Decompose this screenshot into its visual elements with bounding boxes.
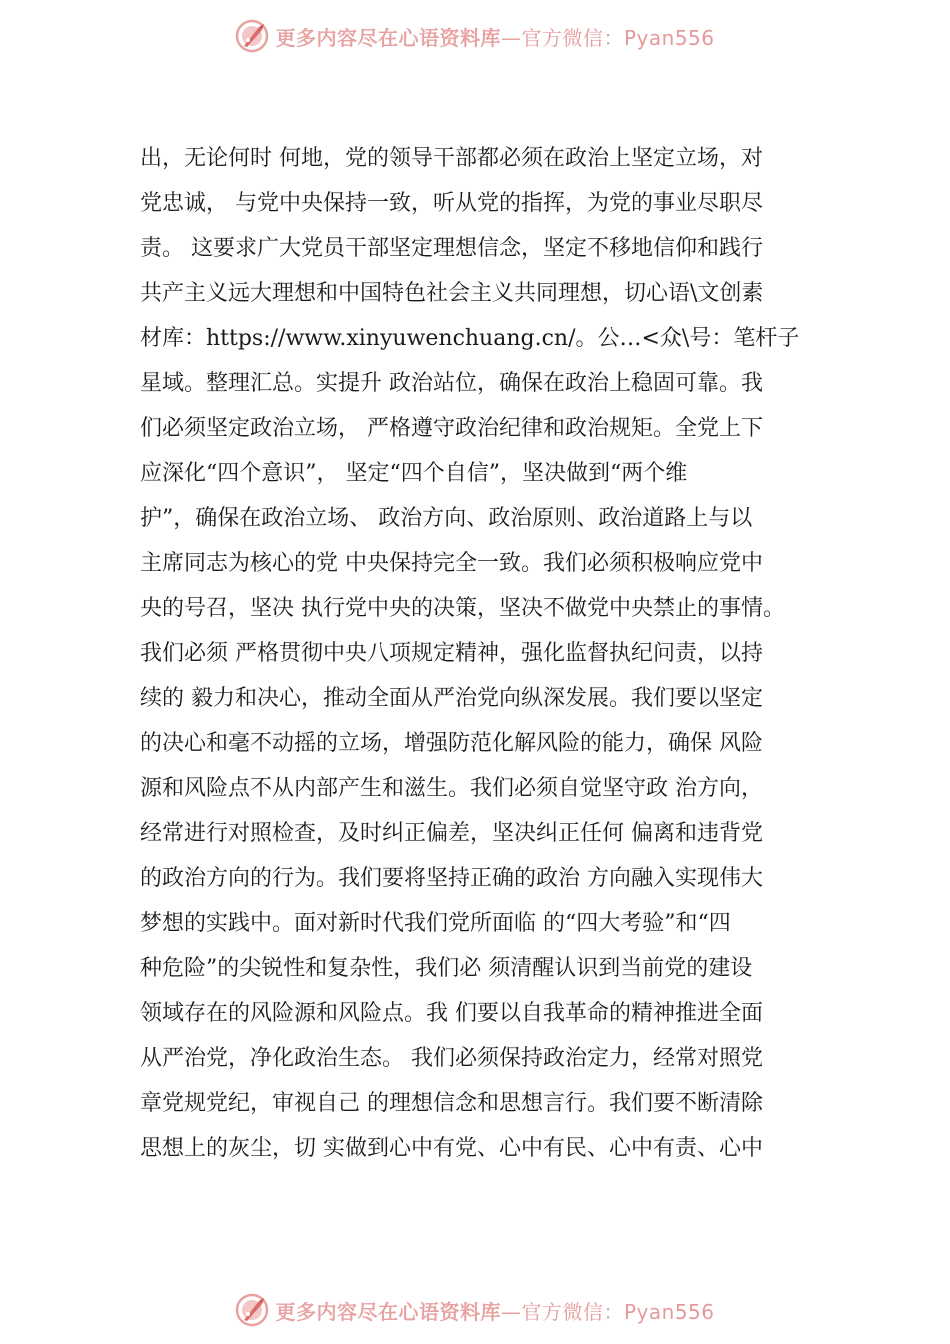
body-line: 经常进行对照检查，及时纠正偏差，坚决纠正任何 偏离和违背党: [140, 821, 763, 846]
body-line: 共产主义远大理想和中国特色社会主义共同理想，切心语\文创素: [140, 281, 764, 306]
bottom-watermark-banner: [0, 1288, 950, 1332]
watermark-text: [275, 1296, 714, 1325]
watermark-wechat-id: Pyan556: [623, 1299, 715, 1324]
body-line: 材库：https://www.xinyuwenchuang.cn/。公…<众\号：笔杆子: [140, 326, 800, 351]
body-line: 的决心和毫不动摇的立场，增强防范化解风险的能力，确保 风险: [140, 731, 763, 756]
quill-pen-seal-icon: [235, 1293, 269, 1327]
body-line: 责。 这要求广大党员干部坚定理想信念，坚定不移地信仰和践行: [140, 236, 763, 261]
body-line: 们必须坚定政治立场， 严格遵守政治纪律和政治规矩。全党上下: [140, 416, 763, 441]
body-line: 护”，确保在政治立场、 政治方向、政治原则、政治道路上与以: [140, 506, 753, 531]
watermark-title: 更多内容尽在心语资料库: [275, 25, 501, 50]
body-line: 应深化“四个意识”， 坚定“四个自信”，坚决做到“两个维: [140, 461, 688, 486]
body-line: 我们必须 严格贯彻中央八项规定精神，强化监督执纪问责，以持: [140, 641, 763, 666]
body-line: 的政治方向的行为。我们要将坚持正确的政治 方向融入实现伟大: [140, 866, 763, 891]
watermark-wechat-label: 官方微信：: [521, 25, 624, 50]
body-line: 主席同志为核心的党 中央保持完全一致。我们必须积极响应党中: [140, 551, 763, 576]
body-line: 央的号召，坚决 执行党中央的决策，坚决不做党中央禁止的事情。: [140, 596, 785, 621]
body-line: 章党规党纪，审视自己 的理想信念和思想言行。我们要不断清除: [140, 1091, 763, 1116]
body-line: 领域存在的风险源和风险点。我 们要以自我革命的精神推进全面: [140, 1001, 763, 1026]
watermark-text: [275, 22, 714, 51]
quill-pen-seal-icon: [235, 19, 269, 53]
top-watermark-banner: [0, 14, 950, 58]
body-line: 源和风险点不从内部产生和滋生。我们必须自觉坚守政 治方向，: [140, 776, 763, 801]
body-line: 续的 毅力和决心，推动全面从严治党向纵深发展。我们要以坚定: [140, 686, 763, 711]
body-line: 梦想的实践中。面对新时代我们党所面临 的“四大考验”和“四: [140, 911, 731, 936]
body-line: 党忠诚， 与党中央保持一致，听从党的指挥，为党的事业尽职尽: [140, 191, 763, 216]
body-line: 星域。整理汇总。实提升 政治站位，确保在政治上稳固可靠。我: [140, 371, 763, 396]
watermark-separator: —: [500, 1299, 522, 1324]
body-line: 思想上的灰尘，切 实做到心中有党、心中有民、心中有责、心中: [140, 1136, 763, 1161]
watermark-separator: —: [500, 25, 522, 50]
watermark-wechat-label: 官方微信：: [521, 1299, 624, 1324]
watermark-wechat-id: Pyan556: [623, 25, 715, 50]
body-line: 出，无论何时 何地，党的领导干部都必须在政治上坚定立场，对: [140, 146, 763, 171]
document-body: [140, 136, 832, 1171]
body-line: 从严治党，净化政治生态。 我们必须保持政治定力，经常对照党: [140, 1046, 763, 1071]
body-line: 种危险”的尖锐性和复杂性，我们必 须清醒认识到当前党的建设: [140, 956, 753, 981]
watermark-title: 更多内容尽在心语资料库: [275, 1299, 501, 1324]
